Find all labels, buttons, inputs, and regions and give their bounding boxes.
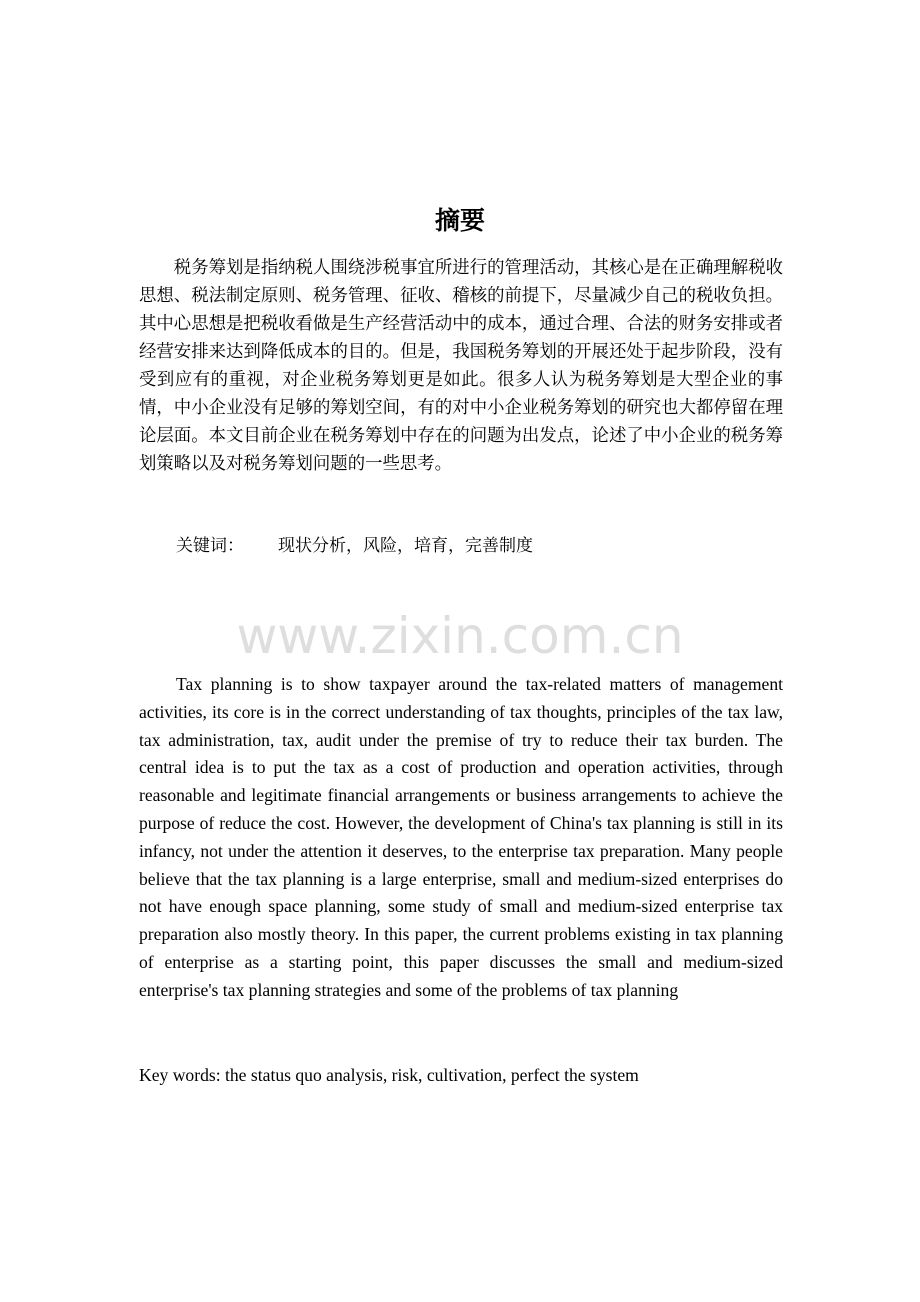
english-abstract: Tax planning is to show taxpayer around the tax-related matters of management activities, its core is in the correct understanding of tax thoughts, principles of the tax law, tax administration, tax, audit under the premise of try to reduce their tax burden. The central idea is to put the tax as a cost of production and operation activities, through reasonable and legitimate financial arrangements or business arrangements to achieve the purpose of reduce the cost. However, the development of China's tax planning is still in its infancy, not under the attention it deserves, to the enterprise tax preparation. Many people believe that the tax planning is a large enterprise, small and medium-sized enterprises do not have enough space planning, some study of small and medium-sized enterprise tax preparation also mostly theory. In this paper, the current problems existing in tax planning of enterprise as a starting point, this paper discusses the small and medium-sized enterprise's tax planning strategies and some of the problems of tax planning	[139, 674, 783, 1000]
chinese-keywords	[176, 532, 533, 560]
watermark: www.zixin.com.cn	[236, 607, 684, 665]
chinese-keywords-value: 现状分析，风险，培育，完善制度	[278, 536, 533, 556]
page-title: 摘要	[434, 206, 485, 235]
chinese-keywords-label: 关键词：	[176, 536, 244, 556]
chinese-abstract: 税务筹划是指纳税人围绕涉税事宜所进行的管理活动，其核心是在正确理解税收思想、税法制定原则、税务管理、征收、稽核的前提下，尽量减少自己的税收负担。其中心思想是把税收看做是生产经营活动中的成本，通过合理、合法的财务安排或者经营安排来达到降低成本的目的。但是，我国税务筹划的开展还处于起步阶段，没有受到应有的重视，对企业税务筹划更是如此。很多人认为税务筹划是大型企业的事情，中小企业没有足够的筹划空间，有的对中小企业税务筹划的研究也大都停留在理论层面。本文目前企业在税务筹划中存在的问题为出发点，论述了中小企业的税务筹划策略以及对税务筹划问题的一些思考。	[139, 258, 783, 474]
english-keywords: Key words: the status quo analysis, risk, cultivation, perfect the system	[139, 1065, 639, 1085]
